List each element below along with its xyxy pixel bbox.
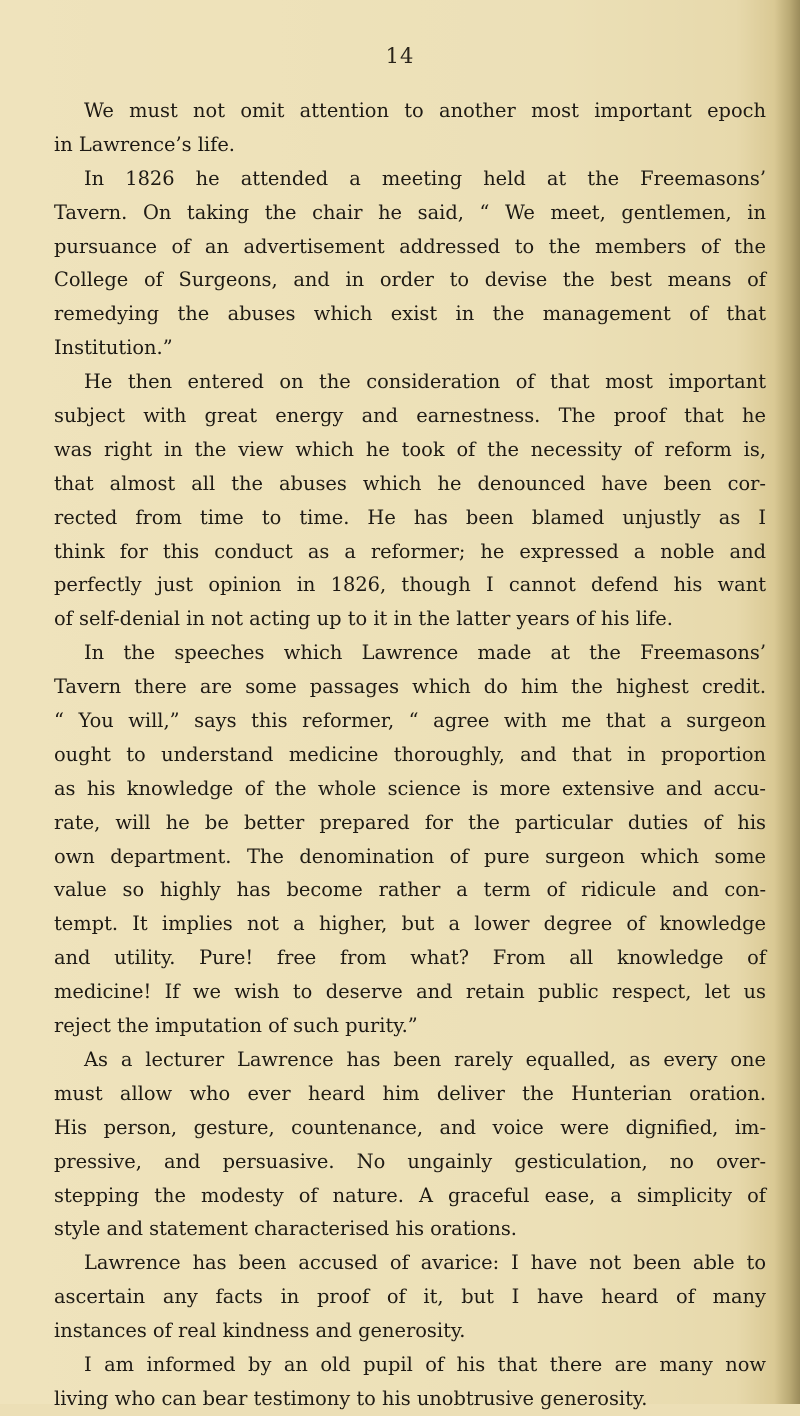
text-line: rected from time to time. He has been blamed unjustly as I	[54, 505, 766, 529]
text-line: style and statement characterised his orations.	[54, 1217, 517, 1241]
text-line: We must not omit attention to another most important epoch	[84, 99, 766, 122]
text-line: pursuance of an advertisement addressed to the members of the	[54, 234, 766, 258]
text-line: subject with great energy and earnestness. The proof that he	[54, 404, 766, 428]
text-line: remedying the abuses which exist in the management of that	[54, 302, 766, 326]
text-line: Tavern. On taking the chair he said, “ We meet, gentlemen, in	[54, 200, 766, 224]
text-line: In the speeches which Lawrence made at the Freemasons’	[84, 641, 766, 665]
text-line: “ You will,” says this reformer, “ agree with me that a surgeon	[54, 709, 766, 733]
text-line: His person, gesture, countenance, and voice were dignified, im-	[54, 1115, 766, 1139]
text-line: medicine! If we wish to deserve and retain public respect, let us	[54, 980, 766, 1004]
text-line: living who can bear testimony to his unobtrusive generosity.	[54, 1386, 648, 1410]
paragraph-lines	[54, 94, 766, 1416]
text-line: I am informed by an old pupil of his that there are many now	[84, 1352, 766, 1376]
text-line: of self-denial in not acting up to it in the latter years of his life.	[54, 607, 673, 631]
text-line: in Lawrence’s life.	[54, 132, 235, 156]
text-line: stepping the modesty of nature. A graceful ease, a simplicity of	[54, 1183, 766, 1207]
text-line: He then entered on the consideration of that most important	[84, 370, 766, 394]
text-line: College of Surgeons, and in order to devise the best means of	[54, 268, 766, 292]
text-line: perfectly just opinion in 1826, though I cannot defend his want	[54, 573, 766, 597]
text-line: value so highly has become rather a term of ridicule and con-	[54, 878, 766, 902]
text-line: as his knowledge of the whole science is more extensive and accu-	[54, 776, 766, 800]
text-line: must allow who ever heard him deliver the Hunterian oration.	[54, 1081, 766, 1105]
text-line: rate, will he be better prepared for the particular duties of his	[54, 810, 766, 834]
text-line: own department. The denomination of pure surgeon which some	[54, 844, 766, 868]
text-line: think for this conduct as a reformer; he expressed a noble and	[54, 539, 766, 563]
text-line: that almost all the abuses which he denounced have been cor-	[54, 471, 766, 495]
text-line: instances of real kindness and generosity.	[54, 1319, 466, 1343]
text-line: ought to understand medicine thoroughly, and that in proportion	[54, 742, 766, 766]
text-line: reject the imputation of such purity.”	[54, 1014, 418, 1038]
text-line: In 1826 he attended a meeting held at the Freemasons’	[84, 166, 766, 190]
body-text	[54, 94, 766, 1416]
page-edge-shadow	[774, 0, 800, 1404]
text-line: As a lecturer Lawrence has been rarely equalled, as every one	[84, 1047, 766, 1071]
text-line: and utility. Pure! free from what? From all knowledge of	[54, 946, 766, 970]
text-line: was right in the view which he took of the necessity of reform is,	[54, 437, 766, 461]
text-line: pressive, and persuasive. No ungainly gesticulation, no over-	[54, 1149, 766, 1173]
text-line: tempt. It implies not a higher, but a lower degree of knowledge	[54, 912, 766, 936]
text-line: Institution.”	[54, 336, 173, 360]
text-line: Tavern there are some passages which do him the highest credit.	[54, 675, 766, 699]
text-line: ascertain any facts in proof of it, but I have heard of many	[54, 1285, 766, 1309]
page-number: 14	[385, 44, 415, 68]
text-line: Lawrence has been accused of avarice: I have not been able to	[84, 1251, 766, 1275]
